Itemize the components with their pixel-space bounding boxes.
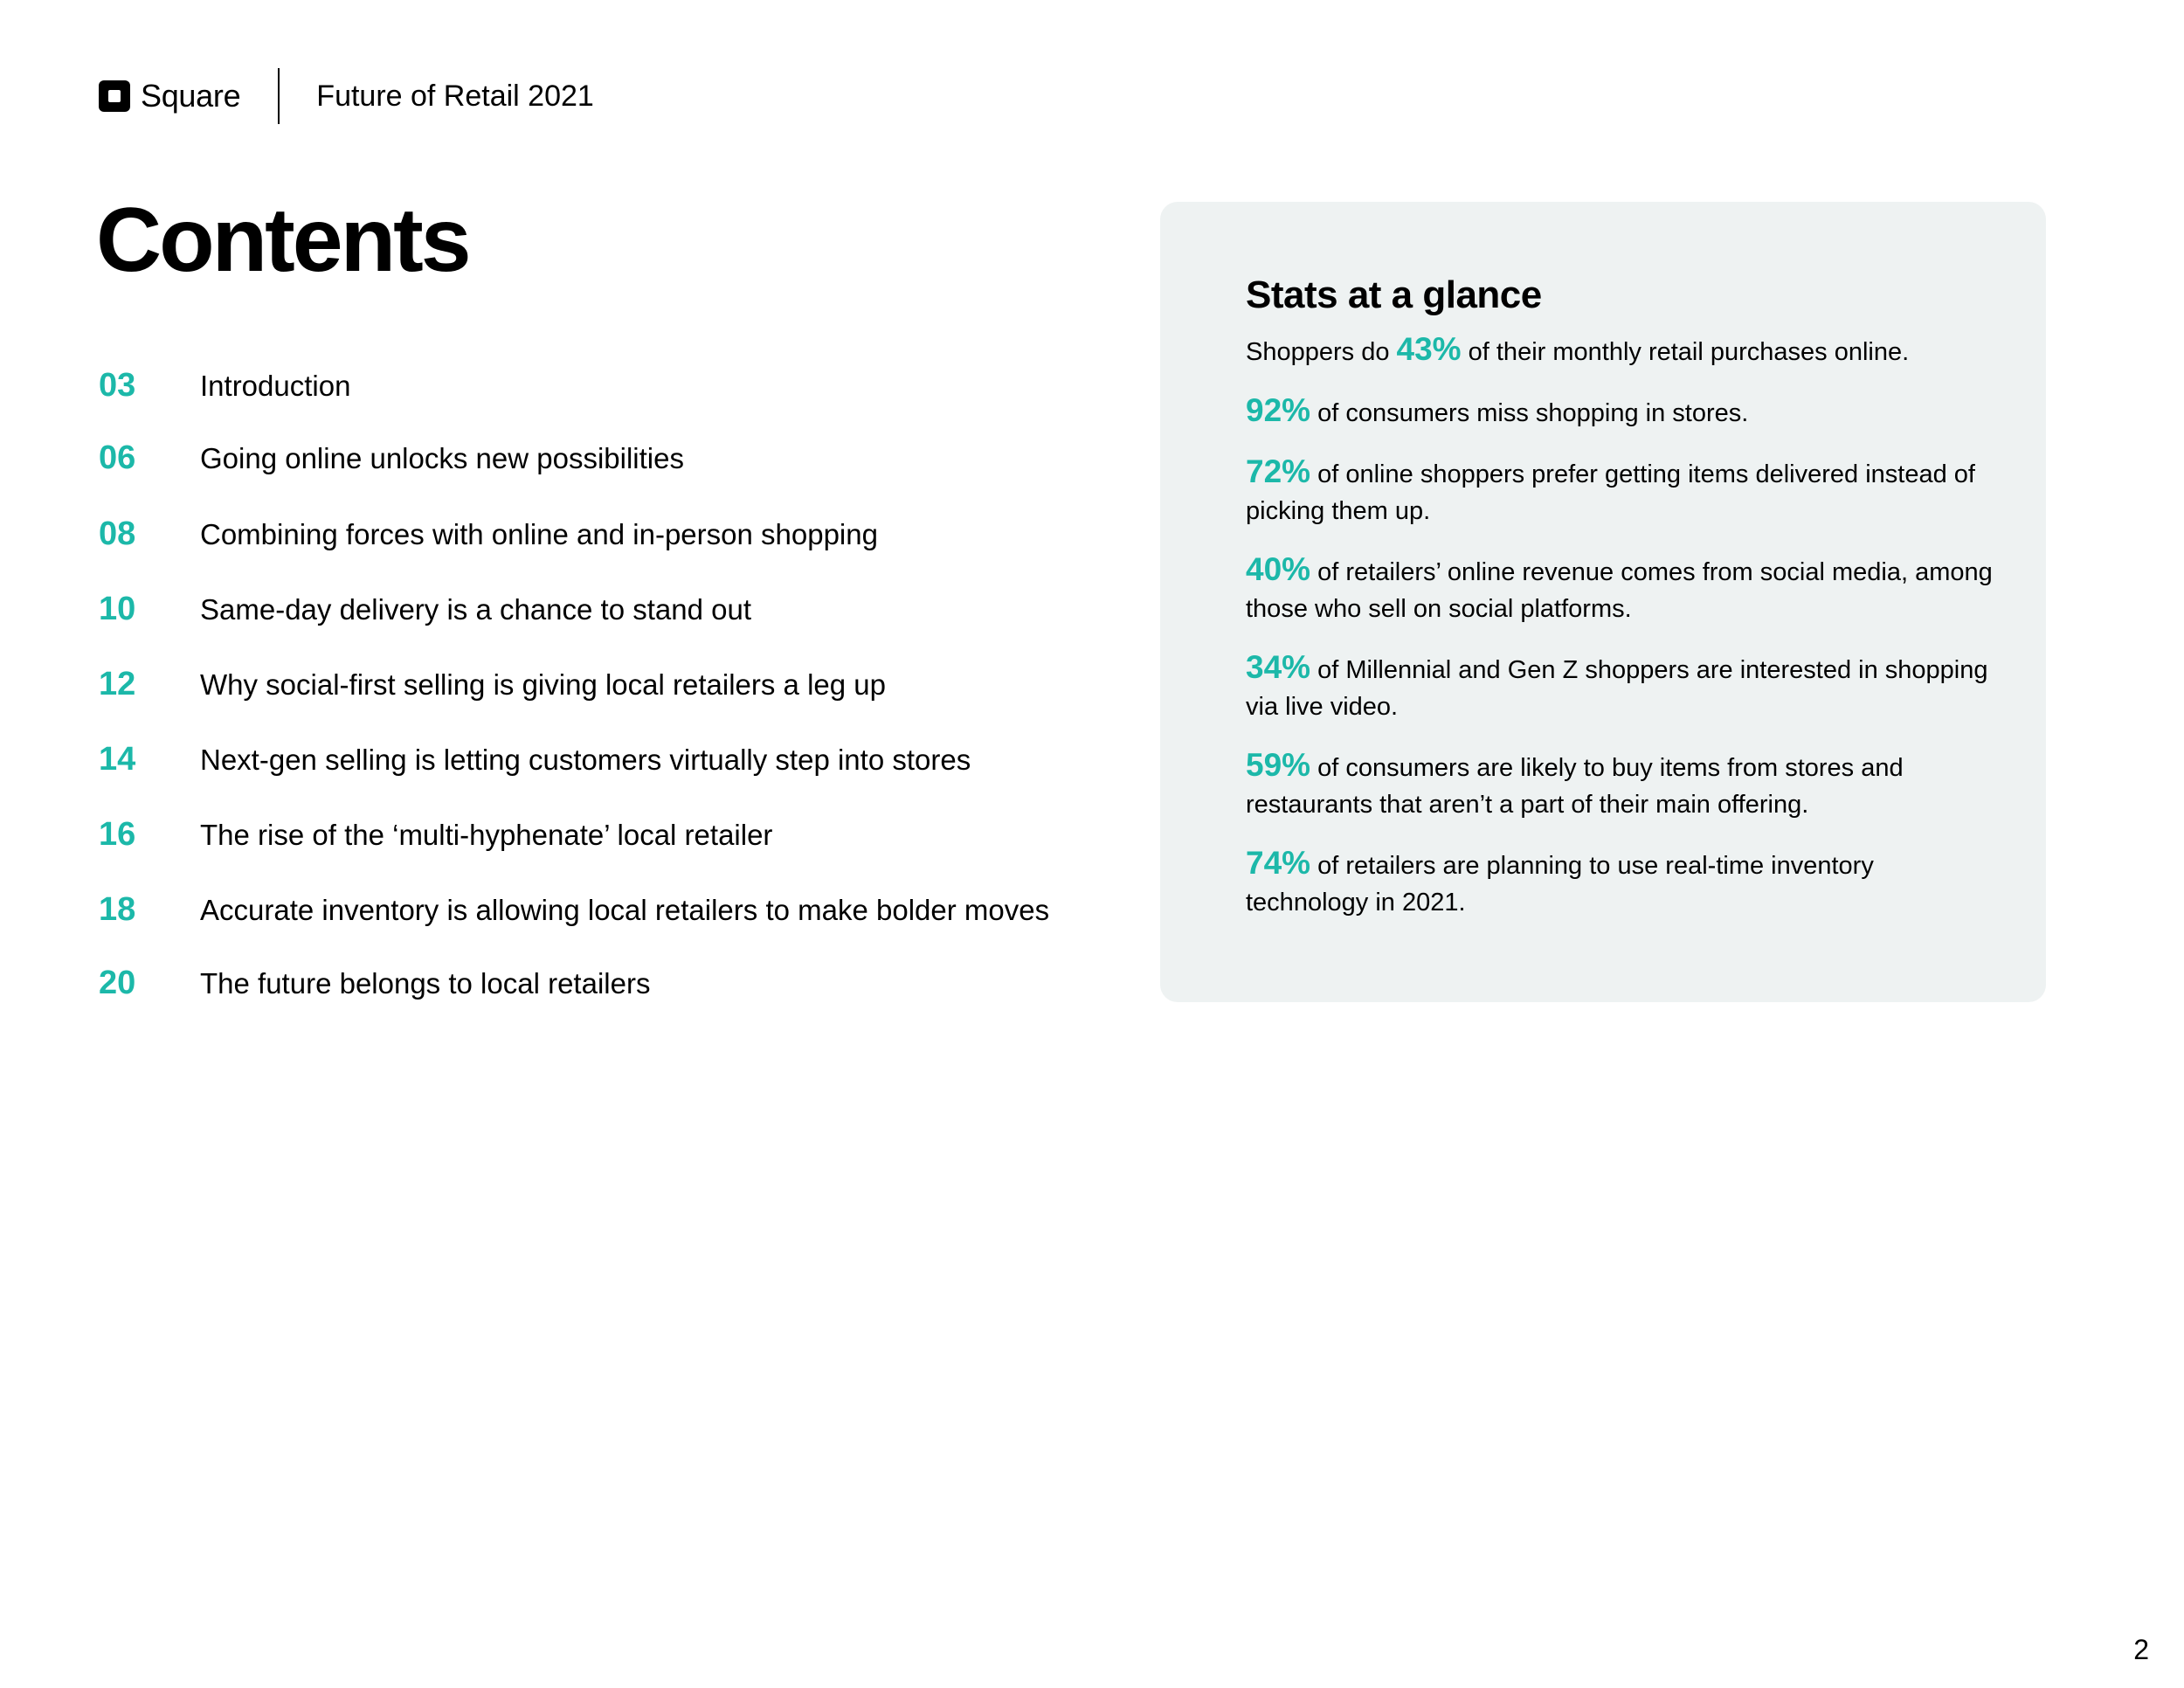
toc-entry[interactable]: [99, 439, 684, 477]
page-number: 2: [2133, 1634, 2149, 1665]
toc-title: The rise of the ‘multi-hyphenate’ local retailer: [200, 819, 773, 851]
toc-page-number: 06: [99, 439, 136, 476]
toc-entry[interactable]: [99, 515, 878, 553]
stat-text: of consumers are likely to buy items from stores and restaurants that aren’t a part of their main offering.: [1246, 754, 1904, 819]
square-logo[interactable]: [99, 78, 240, 114]
toc-entry[interactable]: [99, 591, 751, 628]
stat-text: of retailers are planning to use real-time inventory technology in 2021.: [1246, 852, 1874, 917]
stat-percentage: 74%: [1246, 845, 1311, 881]
page-title: Contents: [96, 190, 469, 291]
toc-title: The future belongs to local retailers: [200, 967, 651, 1000]
toc-page-number: 08: [99, 515, 136, 552]
stat-text: of consumers miss shopping in stores.: [1310, 399, 1749, 427]
toc-entry[interactable]: [99, 816, 772, 854]
toc-entry[interactable]: [99, 741, 971, 778]
toc-page-number: 18: [99, 891, 136, 928]
toc-page-number: 20: [99, 965, 136, 1001]
stat-item: [1246, 392, 1997, 432]
stat-percentage: 72%: [1246, 453, 1311, 489]
toc-title: Accurate inventory is allowing local retailers to make bolder moves: [200, 894, 1050, 926]
stat-percentage: 43%: [1396, 331, 1462, 367]
toc-page-number: 14: [99, 741, 136, 778]
stat-percentage: 40%: [1246, 551, 1311, 587]
stats-heading: Stats at a glance: [1246, 273, 1542, 316]
header-divider: [278, 68, 280, 124]
toc-entry[interactable]: [99, 367, 350, 405]
toc-entry[interactable]: [99, 891, 1049, 929]
brand-name: Square: [141, 78, 241, 114]
stat-percentage: 92%: [1246, 392, 1311, 428]
stat-item: [1246, 845, 1997, 921]
toc-title: Next-gen selling is letting customers virtually step into stores: [200, 744, 971, 776]
header: [99, 68, 594, 124]
stat-percentage: 34%: [1246, 649, 1311, 685]
stat-text: of online shoppers prefer getting items delivered instead of picking them up.: [1246, 460, 1975, 525]
stat-text: of Millennial and Gen Z shoppers are interested in shopping via live video.: [1246, 656, 1988, 721]
stat-prefix: Shoppers do: [1246, 338, 1397, 366]
toc-title: Combining forces with online and in-person shopping: [200, 518, 878, 550]
toc-page-number: 10: [99, 591, 136, 627]
stat-text: of retailers’ online revenue comes from social media, among those who sell on social platforms.: [1246, 558, 1993, 623]
toc-page-number: 12: [99, 666, 136, 702]
toc-page-number: 03: [99, 367, 136, 404]
toc-entry[interactable]: [99, 666, 886, 703]
toc-title: Introduction: [200, 370, 351, 402]
stat-item: [1246, 747, 1997, 823]
stats-panel: [1160, 202, 2046, 1002]
toc-title: Same-day delivery is a chance to stand out: [200, 593, 752, 626]
document-title: Future of Retail 2021: [316, 79, 594, 113]
stat-item: [1246, 551, 1997, 627]
toc-title: Why social-first selling is giving local retailers a leg up: [200, 668, 886, 701]
stat-percentage: 59%: [1246, 747, 1311, 783]
toc-title: Going online unlocks new possibilities: [200, 442, 684, 474]
stat-item: [1246, 649, 1997, 725]
toc-entry[interactable]: [99, 965, 650, 1002]
stat-text: of their monthly retail purchases online.: [1461, 338, 1910, 366]
toc-page-number: 16: [99, 816, 136, 853]
square-logo-icon: [99, 80, 130, 112]
stat-item: [1246, 453, 1997, 529]
stat-item: [1246, 331, 1997, 370]
